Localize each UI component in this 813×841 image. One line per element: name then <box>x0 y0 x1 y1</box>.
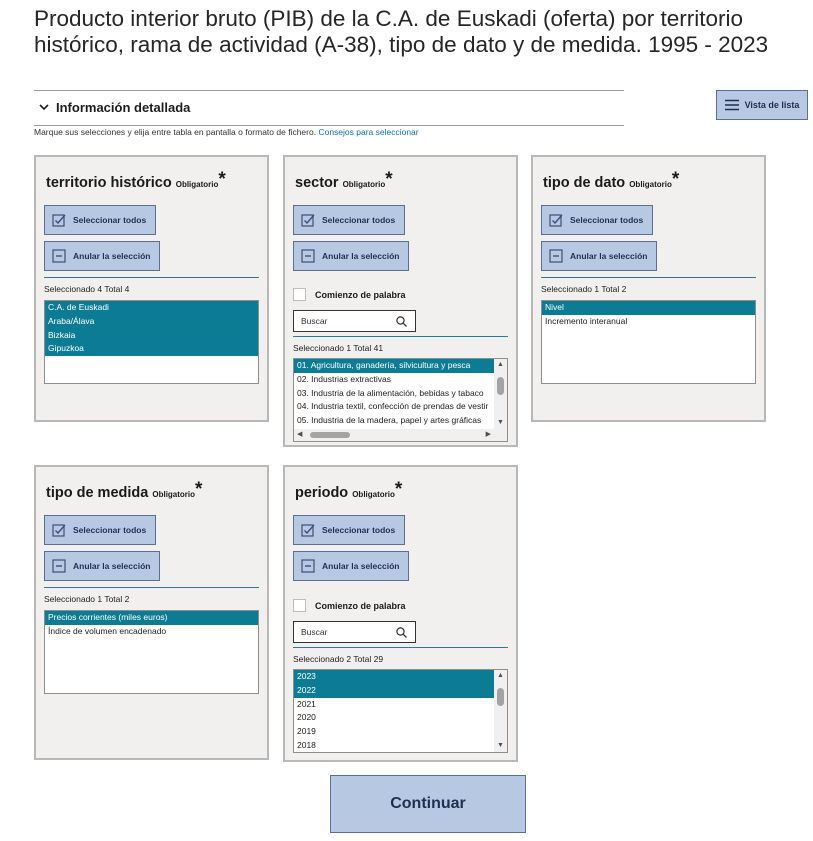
list-view-label: Vista de lista <box>744 100 800 110</box>
word-start-label: Comienzo de palabra <box>315 289 406 300</box>
accordion-header[interactable] <box>36 99 190 115</box>
list-icon <box>725 99 739 111</box>
selection-count: Seleccionado 1 Total 2 <box>541 284 627 294</box>
panel-title <box>295 171 393 193</box>
search-icon[interactable] <box>396 627 407 638</box>
option-list[interactable] <box>44 610 259 694</box>
list-item[interactable]: 05. Industria de la madera, papel y artes gráficas <box>297 415 482 426</box>
selection-count: Seleccionado 1 Total 2 <box>44 594 130 604</box>
required-asterisk: * <box>195 479 203 500</box>
list-item[interactable]: Precios corrientes (miles euros) <box>45 611 258 625</box>
select-all-label: Seleccionar todos <box>73 215 147 225</box>
help-link[interactable]: Consejos para seleccionar <box>318 127 419 137</box>
instructions-text: Marque sus selecciones y elija entre tabla en pantalla o formato de fichero. <box>34 127 317 137</box>
required-label: Obligatorio <box>175 180 219 189</box>
list-item[interactable]: 01. Agricultura, ganadería, silvicultura y pesca <box>294 359 494 373</box>
required-asterisk: * <box>218 169 226 190</box>
panel-title <box>543 171 679 193</box>
panel-periodo <box>283 465 518 762</box>
panel-title-text: tipo de dato <box>543 175 626 191</box>
accordion-label: Información detallada <box>56 99 191 115</box>
list-item[interactable]: 2020 <box>297 712 316 723</box>
required-label: Obligatorio <box>629 180 672 189</box>
separator <box>44 587 259 588</box>
required-label: Obligatorio <box>352 490 395 499</box>
scroll-thumb[interactable] <box>497 377 504 395</box>
continue-button[interactable]: Continuar <box>330 775 526 833</box>
vertical-scrollbar[interactable] <box>494 359 507 441</box>
clear-selection-label: Anular la selección <box>322 561 400 571</box>
list-view-button[interactable] <box>716 90 808 120</box>
list-item[interactable]: 02. Industrias extractivas <box>297 373 392 384</box>
option-items <box>294 670 494 753</box>
required-label: Obligatorio <box>152 490 196 499</box>
select-all-button[interactable] <box>44 515 156 545</box>
panel-sector <box>283 155 518 447</box>
list-item[interactable]: 2018 <box>297 739 316 750</box>
list-item[interactable]: Bizkaia <box>45 329 258 343</box>
panel-territorio <box>34 155 269 422</box>
list-item[interactable]: Nivel <box>542 301 755 315</box>
scroll-left-icon[interactable]: ◀ <box>297 431 303 438</box>
option-items <box>294 359 494 428</box>
list-item[interactable]: 2023 <box>294 670 494 684</box>
separator <box>293 336 508 337</box>
clear-selection-button[interactable] <box>44 241 160 271</box>
word-start-label: Comienzo de palabra <box>315 600 406 611</box>
option-list[interactable] <box>44 300 259 384</box>
scroll-thumb[interactable] <box>497 688 504 706</box>
select-all-label: Seleccionar todos <box>73 525 147 535</box>
scroll-thumb[interactable] <box>310 432 350 438</box>
list-item[interactable]: 2019 <box>297 726 316 737</box>
scroll-up-icon[interactable]: ▲ <box>497 672 504 679</box>
divider <box>34 90 624 91</box>
scroll-down-icon[interactable]: ▼ <box>497 742 504 749</box>
required-asterisk: * <box>385 169 393 190</box>
panel-title-text: territorio histórico <box>46 175 172 191</box>
list-item[interactable]: Gipuzkoa <box>45 342 258 356</box>
scroll-right-icon[interactable]: ▶ <box>485 431 491 438</box>
selection-count: Seleccionado 1 Total 41 <box>293 343 384 353</box>
clear-selection-button[interactable] <box>44 551 160 581</box>
divider <box>34 125 624 126</box>
panel-tipo-dato <box>531 155 766 422</box>
select-all-button[interactable] <box>293 205 405 235</box>
separator <box>541 277 756 278</box>
clear-selection-button[interactable] <box>293 241 409 271</box>
word-start-checkbox[interactable] <box>293 288 406 301</box>
panel-title <box>46 481 202 503</box>
list-item[interactable]: C.A. de Euskadi <box>45 301 258 315</box>
panel-title <box>46 171 226 193</box>
list-item[interactable]: Incremento interanual <box>545 315 628 326</box>
clear-selection-button[interactable] <box>293 551 409 581</box>
check-square-icon <box>301 213 315 227</box>
check-square-icon <box>301 523 315 537</box>
clear-selection-label: Anular la selección <box>322 251 400 261</box>
required-label: Obligatorio <box>342 180 386 189</box>
list-item[interactable]: 03. Industria de la alimentación, bebidas y tabaco <box>297 387 484 398</box>
chevron-down-icon <box>36 99 52 115</box>
clear-selection-label: Anular la selección <box>570 251 648 261</box>
check-square-icon <box>52 523 66 537</box>
checkbox-box[interactable] <box>293 288 306 301</box>
minus-square-icon <box>301 559 315 573</box>
search-input[interactable] <box>293 310 416 332</box>
minus-square-icon <box>301 249 315 263</box>
panel-tipo-medida <box>34 465 269 760</box>
list-item[interactable]: 2021 <box>297 698 316 709</box>
option-list[interactable] <box>293 669 508 753</box>
clear-selection-label: Anular la selección <box>73 561 151 571</box>
selection-count: Seleccionado 4 Total 4 <box>44 284 130 294</box>
select-all-button[interactable] <box>293 515 405 545</box>
panel-title-text: periodo <box>295 485 349 501</box>
minus-square-icon <box>52 559 66 573</box>
search-placeholder: Buscar <box>301 316 328 326</box>
panel-title-text: tipo de medida <box>46 485 149 501</box>
required-asterisk: * <box>671 169 680 190</box>
minus-square-icon <box>52 249 66 263</box>
selection-count: Seleccionado 2 Total 29 <box>293 654 384 664</box>
list-item[interactable]: Araba/Álava <box>45 315 258 329</box>
select-all-label: Seleccionar todos <box>322 525 396 535</box>
scroll-down-icon[interactable]: ▼ <box>497 419 504 426</box>
separator <box>44 277 259 278</box>
page-title: Producto interior bruto (PIB) de la C.A. de Euskadi (oferta) por territorio histórico, rama de actividad (A-38), tipo de dato y de medida. 1995 - 2023 <box>34 6 769 57</box>
search-placeholder: Buscar <box>301 627 328 637</box>
option-list[interactable] <box>293 358 508 442</box>
required-asterisk: * <box>394 479 403 500</box>
select-all-label: Seleccionar todos <box>322 215 396 225</box>
panel-title-text: sector <box>295 175 339 191</box>
option-list[interactable] <box>541 300 756 384</box>
clear-selection-button[interactable] <box>541 241 657 271</box>
panel-title <box>295 481 402 503</box>
list-item[interactable]: 04. Industria textil, confección de prendas de vestir <box>297 401 489 412</box>
select-all-button[interactable] <box>44 205 156 235</box>
search-input[interactable] <box>293 621 416 643</box>
clear-selection-label: Anular la selección <box>73 251 151 261</box>
scroll-up-icon[interactable]: ▲ <box>497 361 504 368</box>
instructions <box>34 127 419 137</box>
check-square-icon <box>52 213 66 227</box>
check-square-icon <box>549 213 563 227</box>
checkbox-box[interactable] <box>293 599 306 612</box>
word-start-checkbox[interactable] <box>293 599 406 612</box>
vertical-scrollbar[interactable] <box>494 670 507 752</box>
list-item[interactable]: Índice de volumen encadenado <box>48 625 167 636</box>
list-item[interactable]: 2022 <box>294 684 494 698</box>
separator <box>293 647 508 648</box>
search-icon[interactable] <box>396 316 407 327</box>
select-all-button[interactable] <box>541 205 653 235</box>
select-all-label: Seleccionar todos <box>570 215 644 225</box>
horizontal-scrollbar[interactable] <box>294 429 494 441</box>
minus-square-icon <box>549 249 563 263</box>
